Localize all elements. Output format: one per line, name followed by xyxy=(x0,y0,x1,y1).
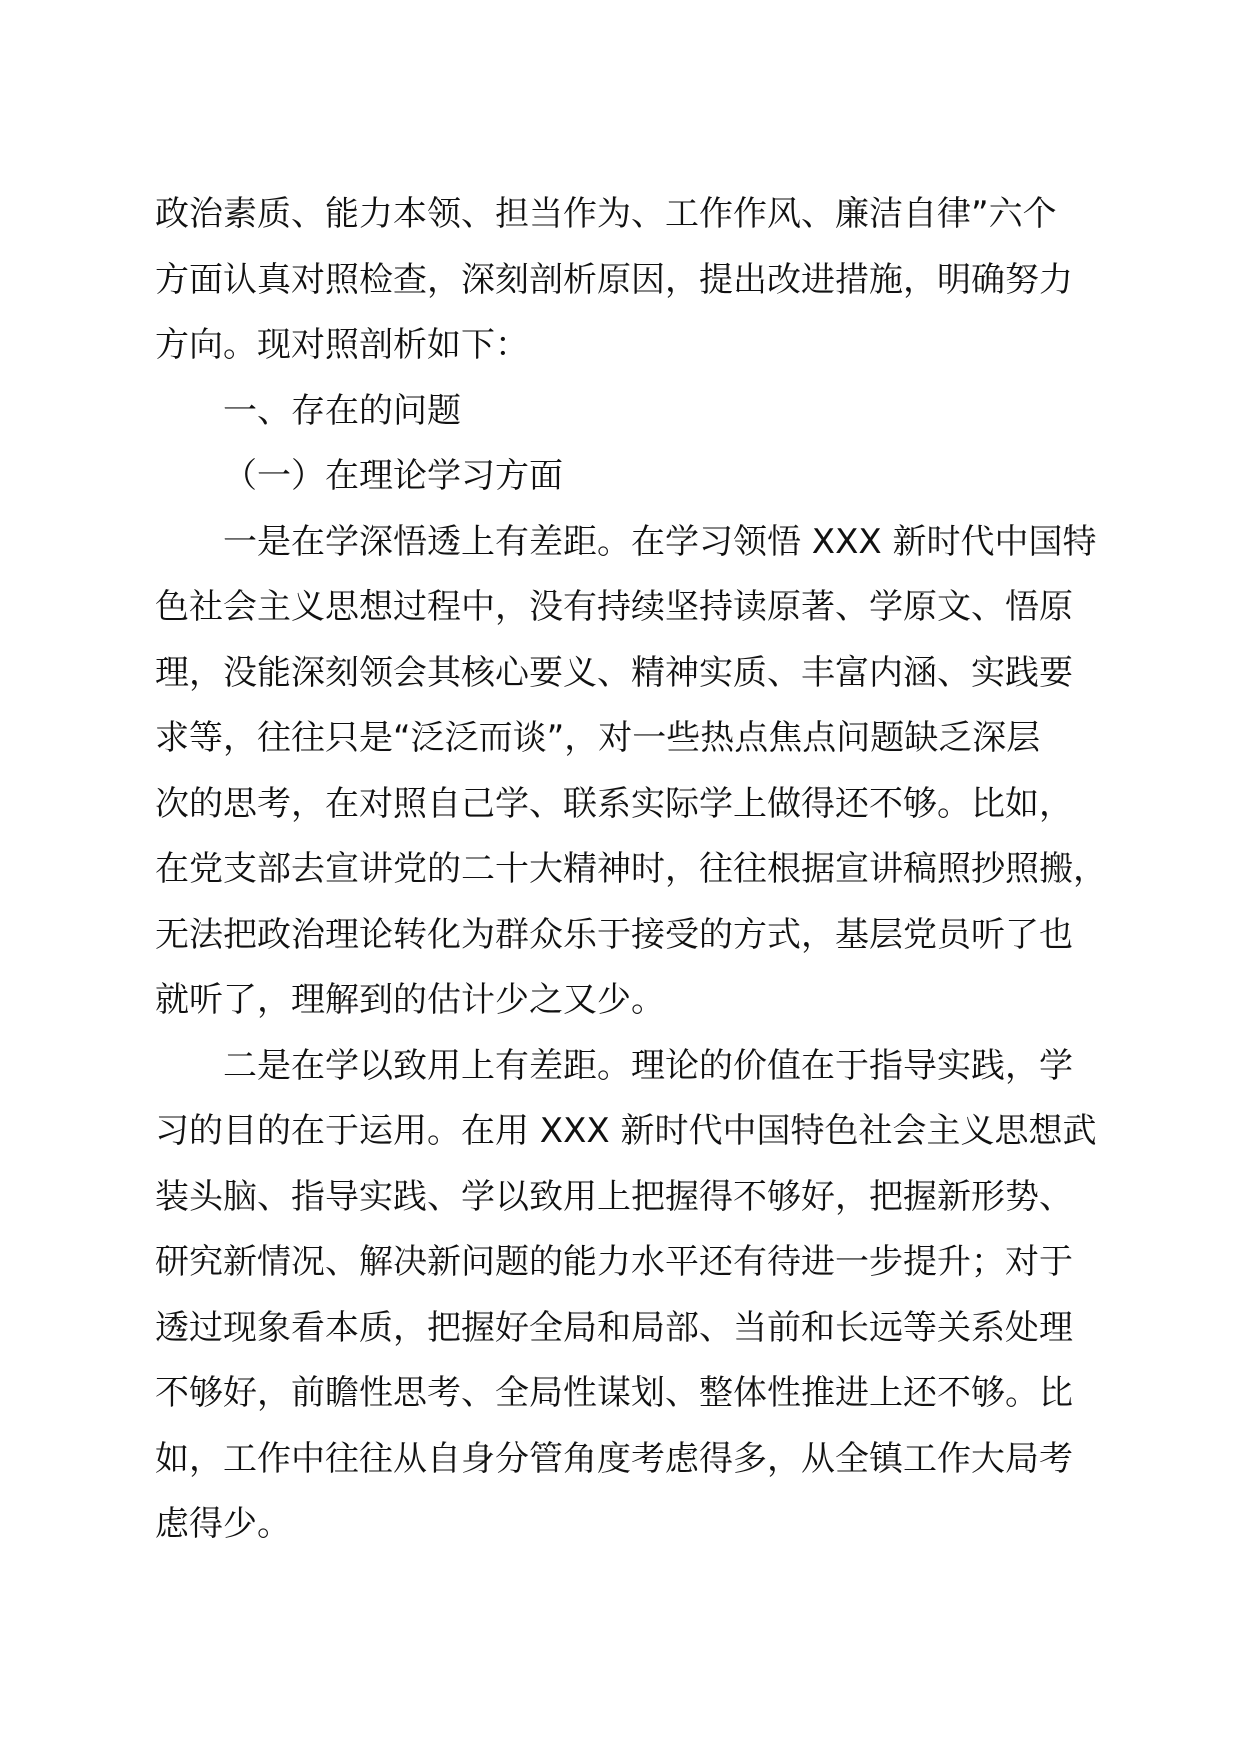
text-line: 装头脑、指导实践、学以致用上把握得不够好，把握新形势、 xyxy=(155,1176,1073,1217)
text-line: 无法把政治理论转化为群众乐于接受的方式，基层党员听了也 xyxy=(155,914,1073,955)
text-line: 方向。现对照剖析如下： xyxy=(155,325,529,365)
text-line: 虑得少。 xyxy=(155,1504,291,1544)
text-line: 政治素质、能力本领、担当作为、工作作风、廉洁自律”六个 xyxy=(155,194,1057,234)
text-line: 研究新情况、解决新问题的能力水平还有待进一步提升；对于 xyxy=(155,1242,1073,1282)
text-line: 次的思考，在对照自己学、联系实际学上做得还不够。比如， xyxy=(155,783,1073,824)
text-line: 如，工作中往往从自身分管角度考虑得多，从全镇工作大局考 xyxy=(155,1438,1073,1479)
document-body xyxy=(155,182,1107,1558)
text-line: 方面认真对照检查，深刻剖析原因，提出改进措施，明确努力 xyxy=(155,259,1073,300)
paragraph-start: 二是在学以致用上有差距。理论的价值在于指导实践，学 xyxy=(223,1045,1073,1086)
text-line: 不够好，前瞻性思考、全局性谋划、整体性推进上还不够。比 xyxy=(155,1373,1073,1413)
text-line: 求等，往往只是“泛泛而谈”，对一些热点焦点问题缺乏深层 xyxy=(155,718,1041,758)
text-line: 习的目的在于运用。在用 XXX 新时代中国特色社会主义思想武 xyxy=(155,1111,1097,1151)
text-line: 理，没能深刻领会其核心要义、精神实质、丰富内涵、实践要 xyxy=(155,652,1073,693)
section-heading: 一、存在的问题 xyxy=(223,390,461,431)
subsection-heading: （一）在理论学习方面 xyxy=(223,456,563,496)
text-line: 在党支部去宣讲党的二十大精神时，往往根据宣讲稿照抄照搬， xyxy=(155,849,1107,889)
text-line: 透过现象看本质，把握好全局和局部、当前和长远等关系处理 xyxy=(155,1307,1073,1348)
text-line: 就听了，理解到的估计少之又少。 xyxy=(155,980,665,1020)
paragraph-start: 一是在学深悟透上有差距。在学习领悟 XXX 新时代中国特 xyxy=(223,521,1097,562)
text-line: 色社会主义思想过程中，没有持续坚持读原著、学原文、悟原 xyxy=(155,587,1073,627)
